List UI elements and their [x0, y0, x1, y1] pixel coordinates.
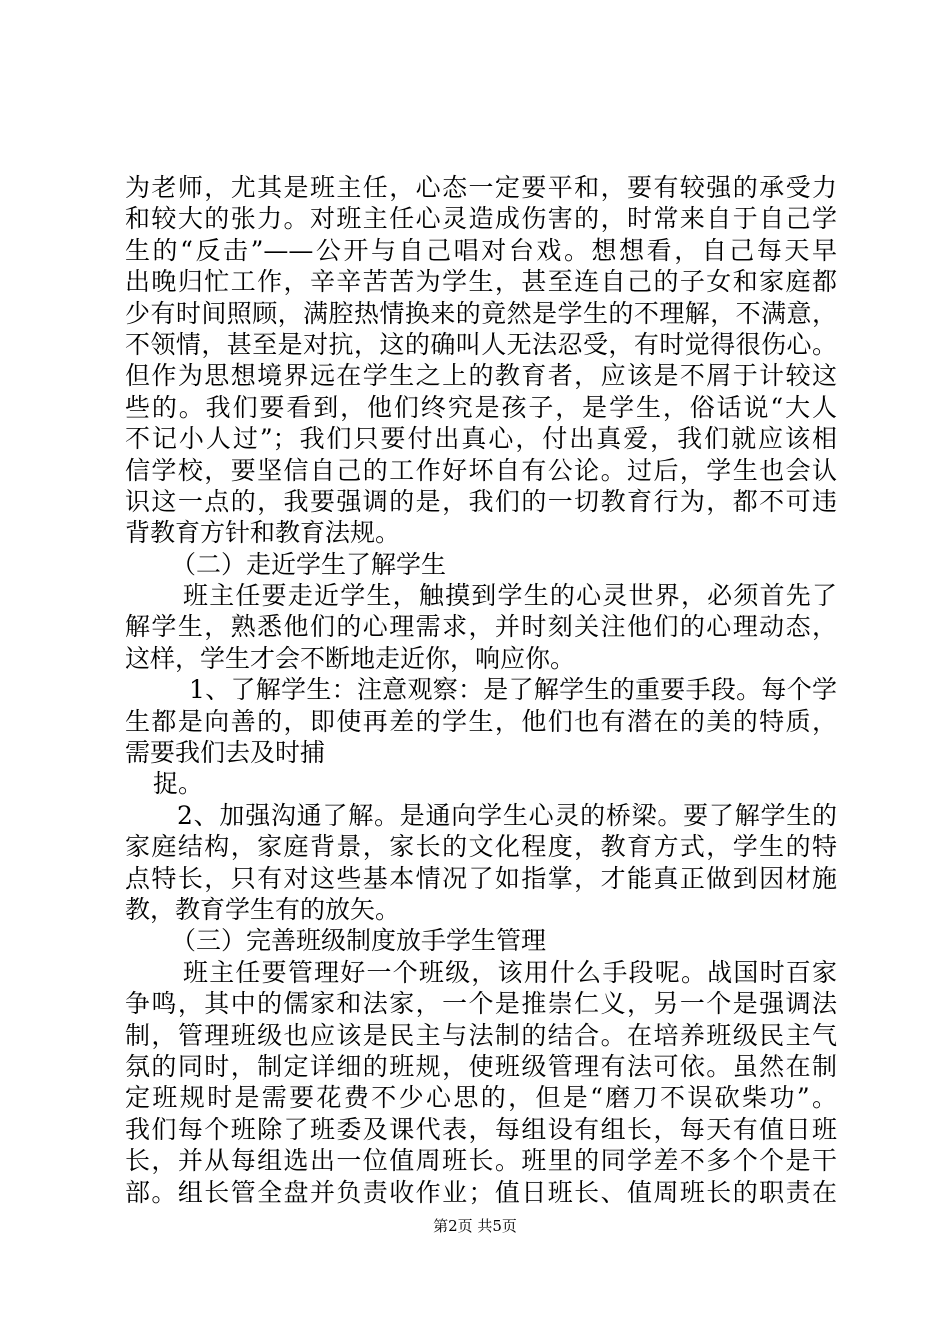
text-line: 少有时间照顾，满腔热情换来的竟然是学生的不理解，不满意，: [125, 298, 837, 328]
text-line: 些的。我们要看到，他们终究是孩子，是学生，俗话说“大人: [125, 392, 837, 422]
text-line: 争鸣，其中的儒家和法家，一个是推崇仁义，另一个是强调法: [125, 989, 837, 1019]
text-line: 解学生，熟悉他们的心理需求，并时刻关注他们的心理动态，: [125, 612, 837, 642]
text-line: （二）走近学生了解学生: [171, 549, 447, 579]
text-line: 识这一点的，我要强调的是，我们的一切教育行为，都不可违: [125, 486, 837, 516]
text-line: 但作为思想境界远在学生之上的教育者，应该是不屑于计较这: [125, 361, 837, 391]
text-line: 1、了解学生：注意观察：是了解学生的重要手段。每个学: [189, 675, 837, 705]
text-line: （三）完善班级制度放手学生管理: [171, 926, 547, 956]
text-line: 点特长，只有对这些基本情况了如指掌，才能真正做到因材施: [125, 863, 837, 893]
document-body: [125, 172, 837, 1208]
text-line: 班主任要管理好一个班级，该用什么手段呢。战国时百家: [183, 957, 837, 987]
text-line: 部。组长管全盘并负责收作业；值日班长、值周班长的职责在: [125, 1177, 837, 1207]
text-line: 需要我们去及时捕: [125, 738, 326, 768]
text-line: 2、加强沟通了解。是通向学生心灵的桥梁。要了解学生的: [177, 800, 837, 830]
text-line: 班主任要走近学生，触摸到学生的心灵世界，必须首先了: [183, 581, 837, 611]
page-number-label: 第2页 共5页: [433, 1217, 517, 1235]
text-line: 捉。: [153, 769, 204, 799]
text-line: 和较大的张力。对班主任心灵造成伤害的，时常来自于自己学: [125, 204, 837, 234]
text-line: 我们每个班除了班委及课代表，每组设有组长，每天有值日班: [125, 1114, 837, 1144]
text-line: 长，并从每组选出一位值周班长。班里的同学差不多个个是干: [125, 1146, 837, 1176]
text-line: 背教育方针和教育法规。: [125, 518, 401, 548]
text-line: 生的“反击”——公开与自己唱对台戏。想想看，自己每天早: [125, 235, 837, 265]
text-line: 教，教育学生有的放矢。: [125, 894, 401, 924]
text-line: 家庭结构，家庭背景，家长的文化程度，教育方式，学生的特: [125, 832, 837, 862]
text-line: 生都是向善的，即使再差的学生，他们也有潜在的美的特质，: [125, 706, 837, 736]
text-line: 为老师，尤其是班主任，心态一定要平和，要有较强的承受力: [125, 173, 837, 202]
text-line: 定班规时是需要花费不少心思的，但是“磨刀不误砍柴功”。: [125, 1083, 837, 1113]
text-line: 不领情，甚至是对抗，这的确叫人无法忍受，有时觉得很伤心。: [125, 329, 837, 359]
text-line: 氛的同时，制定详细的班规，使班级管理有法可依。虽然在制: [125, 1051, 837, 1081]
page-footer: [0, 1215, 950, 1236]
text-line: 信学校，要坚信自己的工作好坏自有公论。过后，学生也会认: [125, 455, 837, 485]
text-line: 这样，学生才会不断地走近你，响应你。: [125, 643, 576, 673]
text-line: 不记小人过”；我们只要付出真心，付出真爱，我们就应该相: [125, 424, 837, 454]
text-line: 制，管理班级也应该是民主与法制的结合。在培养班级民主气: [125, 1020, 837, 1050]
text-line: 出晚归忙工作，辛辛苦苦为学生，甚至连自己的子女和家庭都: [125, 267, 837, 297]
